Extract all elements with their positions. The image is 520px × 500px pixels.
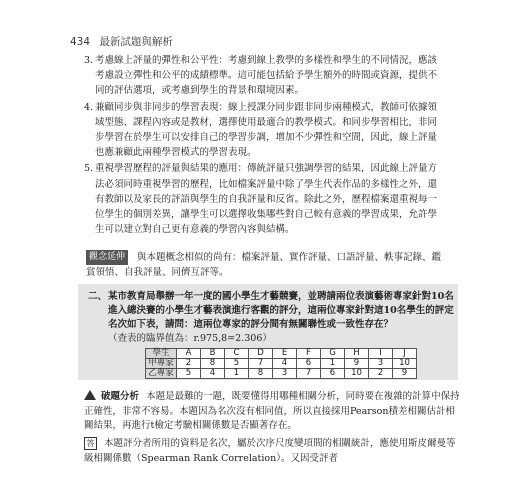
item-number: 3. bbox=[84, 55, 94, 66]
table-cell: 3 bbox=[369, 359, 393, 369]
table-header-row bbox=[146, 349, 417, 359]
row-label: 乙專家 bbox=[146, 369, 177, 379]
table-cell: 5 bbox=[177, 369, 201, 379]
table-cell: 4 bbox=[273, 359, 297, 369]
table-cell: 4 bbox=[201, 369, 225, 379]
table-cell: 1 bbox=[225, 369, 249, 379]
analysis-text: 本題是最難的一題，既要懂得用哪種相關分析，同時要在複雜的計算中保持正確性，非常不容易。本題因為名次沒有相同值，所以直接採用Pearson積差相關估計相關結果，再進行t檢定考驗相關係數是否顯著存在。 bbox=[84, 391, 460, 431]
table-header-cell: A bbox=[177, 349, 201, 359]
table-cell: 9 bbox=[393, 369, 417, 379]
answer-icon: 答 bbox=[84, 437, 97, 450]
table-row bbox=[146, 369, 417, 379]
table-cell: 6 bbox=[321, 369, 345, 379]
item-number: 5. bbox=[84, 163, 94, 175]
table-header-cell: C bbox=[225, 349, 249, 359]
table-cell: 10 bbox=[393, 359, 417, 369]
table-header-cell: E bbox=[273, 349, 297, 359]
item-number: 4. bbox=[84, 101, 94, 113]
table-cell: 8 bbox=[249, 369, 273, 379]
analysis-tag: 破題分析 bbox=[101, 391, 140, 402]
table-cell: 3 bbox=[273, 369, 297, 379]
table-header-cell: H bbox=[345, 349, 369, 359]
question-number: 二、 bbox=[88, 291, 108, 302]
table-cell: 1 bbox=[321, 359, 345, 369]
table-header-cell: I bbox=[369, 349, 393, 359]
table-cell: 6 bbox=[297, 359, 321, 369]
concept-text: 與本題概念相似的尚有：檔案評量、實作評量、口語評量、軼事記錄、鑑賞領悟、自我評量、同儕互評等。 bbox=[86, 252, 442, 278]
analysis-section bbox=[84, 390, 464, 434]
page-header bbox=[70, 34, 173, 49]
list-item bbox=[84, 100, 444, 161]
table-cell: 7 bbox=[297, 369, 321, 379]
table-header-cell: D bbox=[249, 349, 273, 359]
question-text: 某市教育局舉辦一年一度的國小學生才藝競賽，並聘請兩位表演藝術專家針對10名進入總決賽的小學生才藝表演進行客觀的評分，這兩位專家針對這10名學生的評定名次如下表，請問：這兩位專家的評分間有無關聯性或一致性存在？ bbox=[108, 291, 454, 330]
row-label: 甲專家 bbox=[146, 359, 177, 369]
table-cell: 7 bbox=[249, 359, 273, 369]
book-title: 最新試題與解析 bbox=[99, 36, 173, 48]
table-cell: 10 bbox=[345, 369, 369, 379]
rank-table bbox=[145, 348, 417, 379]
table-header-cell: F bbox=[297, 349, 321, 359]
concept-tag: 觀念延伸 bbox=[86, 250, 128, 265]
table-header-cell: B bbox=[201, 349, 225, 359]
page-number: 434 bbox=[70, 36, 91, 48]
warning-triangle-icon bbox=[84, 390, 96, 400]
numbered-list bbox=[84, 53, 444, 238]
table-header-cell: G bbox=[321, 349, 345, 359]
critical-value: （查表的臨界值為：r.975,8=2.306） bbox=[108, 333, 272, 344]
list-item bbox=[84, 161, 444, 237]
table-cell: 5 bbox=[225, 359, 249, 369]
item-text: 重視學習歷程的評量與結果的應用：傳統評量只強調學習的結果，因此線上評量方法必須同時重視學習的歷程，比如檔案評量中除了學生代表作品的多樣性之外，還有教師以及家長的評語與學生的自我評量和反省。除此之外，歷程檔案還重視每一位學生的個別差異，讓學生可以選擇收集哪些對自己較有意義的學習成果，允許學生可以建立對自己更有意義的學習內容與結構。 bbox=[95, 163, 438, 236]
table-cell: 9 bbox=[345, 359, 369, 369]
item-text: 考慮線上評量的彈性和公平性：考慮到線上教學的多樣性和學生的不同情況，應該考慮設立彈性和公平的成績標準。這可能包括給予學生額外的時間或資源，提供不同的評估選項，或考慮到學生的背景和環境因素。 bbox=[95, 55, 438, 97]
table-cell: 2 bbox=[177, 359, 201, 369]
answer-text: 本題評分者所用的資料是名次，屬於次序尺度變項間的相關統計，應使用斯皮爾曼等級相關係數（Spearman Rank Correlation）。又因受評者 bbox=[84, 438, 456, 464]
concept-extension bbox=[86, 250, 446, 280]
item-text: 兼顧同步與非同步的學習表現：線上授課分同步跟非同步兩種模式，教師可依據領域型態、課程內容或是教材，選擇使用最適合的教學模式。和同步學習相比，非同步學習在於學生可以安排自己的學習步調，增加不少彈性和空間，因此，線上評量也應兼顧此兩種學習模式的學習表現。 bbox=[95, 101, 438, 159]
answer-section bbox=[84, 436, 464, 466]
table-row bbox=[146, 359, 417, 369]
table-cell: 8 bbox=[201, 359, 225, 369]
table-header-cell: 學生 bbox=[146, 349, 177, 359]
table-header-cell: J bbox=[393, 349, 417, 359]
list-item bbox=[84, 53, 444, 99]
table-cell: 2 bbox=[369, 369, 393, 379]
question bbox=[88, 290, 454, 346]
